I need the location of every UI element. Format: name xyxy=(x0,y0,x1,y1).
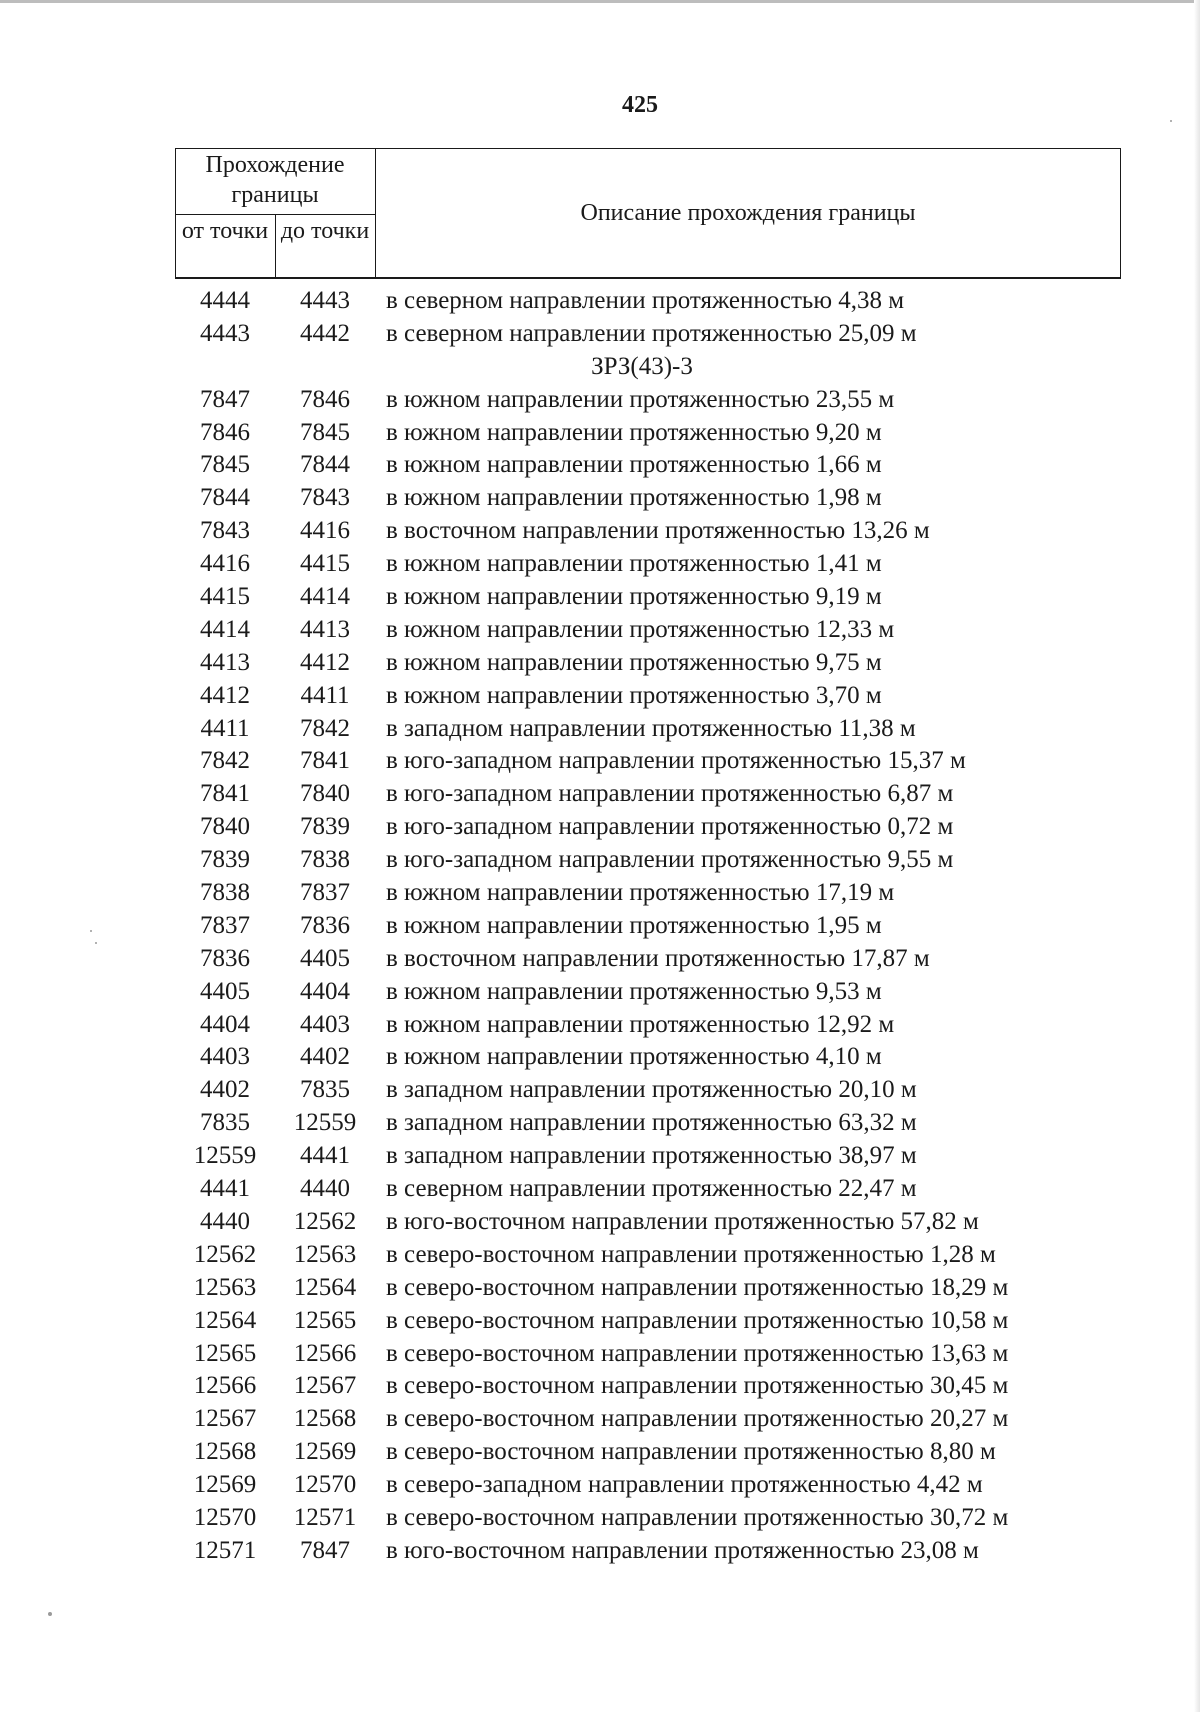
from-point: 4402 xyxy=(200,1076,250,1104)
from-point: 7843 xyxy=(200,517,250,545)
description: в северо-восточном направлении протяженностью 30,45 м xyxy=(386,1372,1009,1400)
from-point: 4411 xyxy=(200,714,250,742)
table-row xyxy=(0,1370,1200,1403)
scan-speck xyxy=(90,930,92,932)
from-point: 12562 xyxy=(193,1240,257,1268)
to-point: 7836 xyxy=(300,911,350,939)
table-row xyxy=(0,844,1200,877)
table-row xyxy=(0,1535,1200,1568)
table-row xyxy=(0,1107,1200,1140)
to-point: 4442 xyxy=(300,319,350,347)
to-point: 4402 xyxy=(300,1043,350,1071)
table-row xyxy=(0,943,1200,976)
description: в северо-западном направлении протяженностью 4,42 м xyxy=(386,1471,983,1499)
to-point: 7840 xyxy=(300,780,350,808)
table-row xyxy=(0,976,1200,1009)
table-row xyxy=(0,910,1200,943)
to-point: 4405 xyxy=(300,944,350,972)
table-row xyxy=(0,1074,1200,1107)
to-point: 12570 xyxy=(293,1471,357,1499)
from-point: 12568 xyxy=(193,1438,257,1466)
description: в южном направлении протяженностью 9,53 м xyxy=(386,977,882,1005)
from-point: 7844 xyxy=(200,484,250,512)
description: в западном направлении протяженностью 20,10 м xyxy=(386,1076,917,1104)
table-row xyxy=(0,1041,1200,1074)
to-point: 12559 xyxy=(293,1109,357,1137)
to-point: 7835 xyxy=(300,1076,350,1104)
description: в юго-восточном направлении протяженностью 23,08 м xyxy=(386,1536,979,1564)
table-row xyxy=(0,581,1200,614)
to-point: 7837 xyxy=(300,879,350,907)
section-heading-row xyxy=(0,351,1200,384)
to-point: 4415 xyxy=(300,550,350,578)
table-row xyxy=(0,1173,1200,1206)
description: в северном направлении протяженностью 22,47 м xyxy=(386,1175,917,1203)
description: в западном направлении протяженностью 63,32 м xyxy=(386,1109,917,1137)
scan-speck xyxy=(95,942,97,944)
description: в северо-восточном направлении протяженностью 8,80 м xyxy=(386,1438,996,1466)
from-point: 4414 xyxy=(200,615,250,643)
to-point: 4413 xyxy=(300,615,350,643)
to-point: 7846 xyxy=(300,385,350,413)
to-point: 4414 xyxy=(300,583,350,611)
table-row xyxy=(0,1305,1200,1338)
from-point: 4413 xyxy=(200,648,250,676)
table-row xyxy=(0,482,1200,515)
table-row xyxy=(0,1272,1200,1305)
from-point: 4416 xyxy=(200,550,250,578)
to-point: 12571 xyxy=(293,1503,357,1531)
description: в северо-восточном направлении протяженностью 10,58 м xyxy=(386,1306,1009,1334)
from-point: 12563 xyxy=(193,1273,257,1301)
scan-edge-top xyxy=(0,0,1200,3)
to-point: 12567 xyxy=(293,1372,357,1400)
header-from-point: от точки xyxy=(181,218,269,244)
description: в западном направлении протяженностью 11,38 м xyxy=(386,714,916,742)
from-point: 7836 xyxy=(200,944,250,972)
description: в южном направлении протяженностью 9,75 м xyxy=(386,648,882,676)
table-row xyxy=(0,614,1200,647)
to-point: 12565 xyxy=(293,1306,357,1334)
to-point: 4412 xyxy=(300,648,350,676)
description: в южном направлении протяженностью 1,95 м xyxy=(386,911,882,939)
to-point: 12562 xyxy=(293,1207,357,1235)
to-point: 4411 xyxy=(300,681,350,709)
from-point: 4415 xyxy=(200,583,250,611)
from-point: 4412 xyxy=(200,681,250,709)
to-point: 7845 xyxy=(300,418,350,446)
description: в южном направлении протяженностью 17,19 м xyxy=(386,879,895,907)
table-row xyxy=(0,548,1200,581)
to-point: 7841 xyxy=(300,747,350,775)
from-point: 7837 xyxy=(200,911,250,939)
from-point: 7841 xyxy=(200,780,250,808)
description: в южном направлении протяженностью 1,98 м xyxy=(386,484,882,512)
table-row xyxy=(0,1469,1200,1502)
from-point: 12570 xyxy=(193,1503,257,1531)
table-row xyxy=(0,515,1200,548)
description: в восточном направлении протяженностью 13,26 м xyxy=(386,517,930,545)
to-point: 7839 xyxy=(300,813,350,841)
from-point: 7847 xyxy=(200,385,250,413)
header-description: Описание прохождения границы xyxy=(580,200,916,226)
description: в восточном направлении протяженностью 17,87 м xyxy=(386,944,930,972)
description: в западном направлении протяженностью 38,97 м xyxy=(386,1142,917,1170)
to-point: 4443 xyxy=(300,287,350,314)
to-point: 12566 xyxy=(293,1339,357,1367)
to-point: 7844 xyxy=(300,451,350,479)
from-point: 7842 xyxy=(200,747,250,775)
from-point: 4443 xyxy=(200,319,250,347)
description: в северо-восточном направлении протяженностью 18,29 м xyxy=(386,1273,1009,1301)
header-passage: Прохождение границы xyxy=(205,152,345,208)
description: в северо-восточном направлении протяженностью 20,27 м xyxy=(386,1405,1009,1433)
from-point: 12565 xyxy=(193,1339,257,1367)
to-point: 4404 xyxy=(300,977,350,1005)
description: в юго-западном направлении протяженностью 15,37 м xyxy=(386,747,966,775)
table-row xyxy=(0,745,1200,778)
table-row xyxy=(0,384,1200,417)
header-to-point: до точки xyxy=(280,218,370,244)
table-row xyxy=(0,449,1200,482)
description: в южном направлении протяженностью 12,33 м xyxy=(386,615,895,643)
description: в южном направлении протяженностью 9,20 м xyxy=(386,418,882,446)
table-body xyxy=(0,285,1200,1568)
description: в юго-западном направлении протяженностью 6,87 м xyxy=(386,780,954,808)
table-row xyxy=(0,285,1200,318)
description: в южном направлении протяженностью 1,41 м xyxy=(386,550,882,578)
description: в северном направлении протяженностью 4,38 м xyxy=(386,287,905,314)
to-point: 7838 xyxy=(300,846,350,874)
from-point: 4444 xyxy=(200,287,250,314)
description: в южном направлении протяженностью 1,66 м xyxy=(386,451,882,479)
header-border-bottom xyxy=(175,277,1121,279)
description: в южном направлении протяженностью 4,10 м xyxy=(386,1043,882,1071)
table-row xyxy=(0,811,1200,844)
description: в северо-восточном направлении протяженностью 30,72 м xyxy=(386,1503,1009,1531)
table-row xyxy=(0,1009,1200,1042)
table-row xyxy=(0,713,1200,746)
table-row xyxy=(0,1403,1200,1436)
table-row xyxy=(0,1239,1200,1272)
to-point: 12564 xyxy=(293,1273,357,1301)
from-point: 12567 xyxy=(193,1405,257,1433)
header-border-top xyxy=(175,148,1121,149)
from-point: 4404 xyxy=(200,1010,250,1038)
to-point: 12569 xyxy=(293,1438,357,1466)
table-row xyxy=(0,680,1200,713)
description: в южном направлении протяженностью 9,19 м xyxy=(386,583,882,611)
table-row xyxy=(0,1338,1200,1371)
to-point: 4416 xyxy=(300,517,350,545)
to-point: 7843 xyxy=(300,484,350,512)
to-point: 7847 xyxy=(300,1536,350,1564)
to-point: 12568 xyxy=(293,1405,357,1433)
description: в северо-восточном направлении протяженностью 13,63 м xyxy=(386,1339,1009,1367)
table-row xyxy=(0,318,1200,351)
from-point: 12571 xyxy=(193,1536,257,1564)
table-row xyxy=(0,778,1200,811)
from-point: 7839 xyxy=(200,846,250,874)
description: в юго-западном направлении протяженностью 0,72 м xyxy=(386,813,954,841)
description: в северо-восточном направлении протяженностью 1,28 м xyxy=(386,1240,996,1268)
table-row xyxy=(0,647,1200,680)
to-point: 7842 xyxy=(300,714,350,742)
from-point: 4440 xyxy=(200,1207,250,1235)
to-point: 12563 xyxy=(293,1240,357,1268)
table-row xyxy=(0,1502,1200,1535)
description: в южном направлении протяженностью 12,92 м xyxy=(386,1010,895,1038)
to-point: 4441 xyxy=(300,1142,350,1170)
table-row xyxy=(0,417,1200,450)
to-point: 4440 xyxy=(300,1175,350,1203)
table-row xyxy=(0,1206,1200,1239)
from-point: 12566 xyxy=(193,1372,257,1400)
description: в северном направлении протяженностью 25,09 м xyxy=(386,319,917,347)
table-row xyxy=(0,1436,1200,1469)
to-point: 4403 xyxy=(300,1010,350,1038)
description: в южном направлении протяженностью 3,70 м xyxy=(386,681,882,709)
from-point: 4405 xyxy=(200,977,250,1005)
from-point: 12564 xyxy=(193,1306,257,1334)
from-point: 7845 xyxy=(200,451,250,479)
from-point: 4403 xyxy=(200,1043,250,1071)
from-point: 4441 xyxy=(200,1175,250,1203)
from-point: 12559 xyxy=(193,1142,257,1170)
table-header xyxy=(175,148,1121,278)
description: в юго-западном направлении протяженностью 9,55 м xyxy=(386,846,954,874)
scan-speck xyxy=(1170,120,1172,122)
description: в южном направлении протяженностью 23,55 м xyxy=(386,385,895,413)
from-point: 12569 xyxy=(193,1471,257,1499)
table-row xyxy=(0,877,1200,910)
from-point: 7838 xyxy=(200,879,250,907)
section-heading: ЗРЗ(43)-3 xyxy=(591,352,693,380)
from-point: 7846 xyxy=(200,418,250,446)
from-point: 7835 xyxy=(200,1109,250,1137)
table-row xyxy=(0,1140,1200,1173)
scan-speck xyxy=(48,1612,52,1616)
page-number: 425 xyxy=(622,92,658,118)
from-point: 7840 xyxy=(200,813,250,841)
description: в юго-восточном направлении протяженностью 57,82 м xyxy=(386,1207,979,1235)
